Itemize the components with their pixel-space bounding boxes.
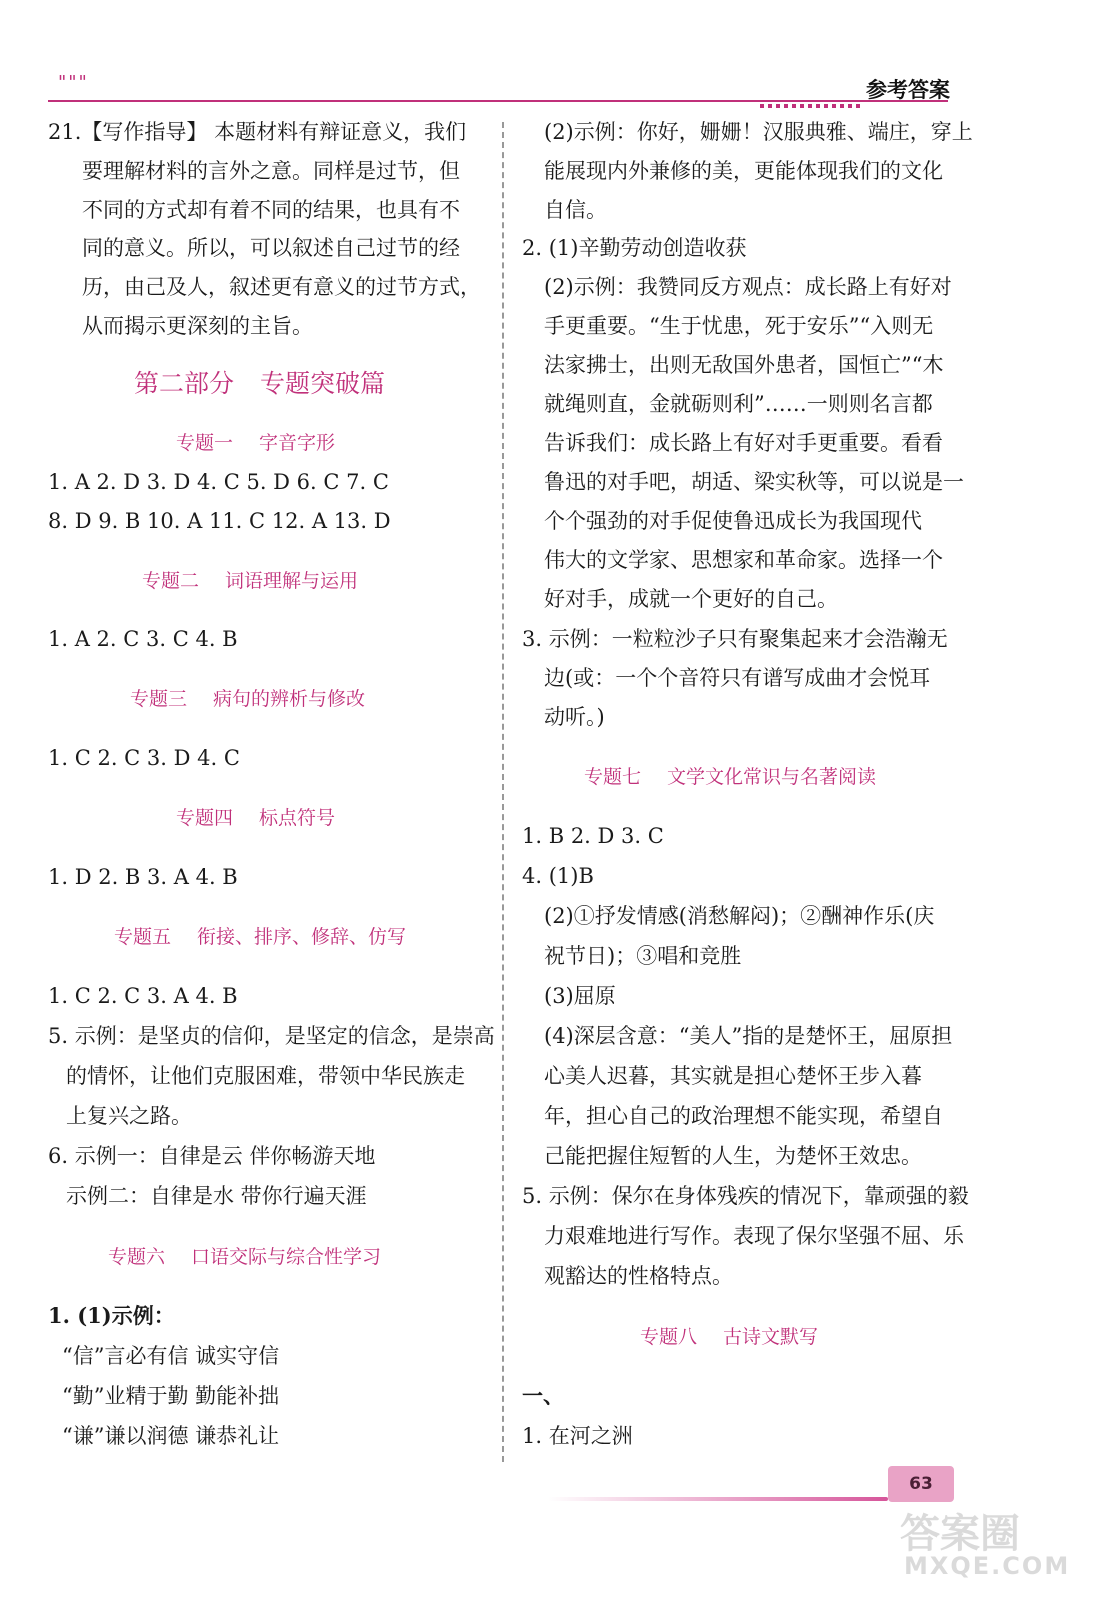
answer-line: 5. 示例：是坚贞的信仰，是坚定的信念，是崇高 [48, 1024, 495, 1048]
section-number: 专题五 [114, 926, 172, 948]
header-dots [760, 104, 860, 108]
footer-rule [548, 1497, 888, 1501]
answer-line: “勤”业精于勤 勤能补拙 [62, 1384, 280, 1408]
answer-line: 1. A 2. D 3. D 4. C 5. D 6. C 7. C [48, 470, 389, 494]
section-name: 口语交际与综合性学习 [191, 1246, 382, 1268]
answer-line: (2)示例：我赞同反方观点：成长路上有好对 [544, 275, 952, 299]
part-title-b: 专题突破篇 [260, 369, 386, 398]
section-name: 标点符号 [259, 807, 336, 829]
answer-line: 个个强劲的对手促使鲁迅成长为我国现代 [544, 509, 922, 533]
answer-line: 8. D 9. B 10. A 11. C 12. A 13. D [48, 509, 391, 533]
answer-line: 1. A 2. C 3. C 4. B [48, 627, 238, 651]
answer-line: 告诉我们：成长路上有好对手更重要。看看 [544, 431, 943, 455]
section-heading [176, 428, 335, 455]
answer-line: 1. (1)示例： [48, 1303, 175, 1328]
section-number: 专题二 [142, 570, 200, 592]
answer-line: 同的意义。所以，可以叙述自己过节的经 [82, 236, 460, 260]
section-name: 衔接、排序、修辞、仿写 [197, 926, 407, 948]
answer-line: 边(或：一个个音符只有谱写成曲才会悦耳 [544, 666, 931, 690]
answer-line: 伟大的文学家、思想家和革命家。选择一个 [544, 548, 943, 572]
answer-line: 历，由己及人，叙述更有意义的过节方式， [82, 275, 481, 299]
answer-line: 1. C 2. C 3. A 4. B [48, 984, 238, 1008]
watermark-logo: 答案圈 [900, 1511, 1020, 1557]
answer-line: 己能把握住短暂的人生，为楚怀王效忠。 [544, 1144, 922, 1168]
answer-line: “谦”谦以润德 谦恭礼让 [62, 1424, 280, 1448]
column-divider [502, 122, 504, 1462]
answer-line: 上复兴之路。 [66, 1104, 192, 1128]
answer-line: 2. (1)辛勤劳动创造收获 [522, 236, 747, 260]
section-name: 词语理解与运用 [225, 570, 359, 592]
answer-line: 不同的方式却有着不同的结果，也具有不 [82, 198, 460, 222]
answer-line: 1. D 2. B 3. A 4. B [48, 865, 238, 889]
section-heading [108, 1242, 381, 1269]
section-heading [640, 1322, 818, 1349]
section-number: 专题六 [108, 1246, 166, 1268]
answer-line: 动听。) [544, 705, 605, 729]
section-number: 专题三 [130, 688, 188, 710]
answer-line: 示例二：自律是水 带你行遍天涯 [66, 1184, 367, 1208]
section-heading [114, 922, 406, 949]
section-name: 文学文化常识与名著阅读 [667, 766, 877, 788]
answer-line: 鲁迅的对手吧，胡适、梁实秋等，可以说是一 [544, 470, 964, 494]
answer-line: 要理解材料的言外之意。同样是过节，但 [82, 159, 460, 183]
section-heading [142, 566, 358, 593]
answer-line: 就绳则直，金就砺则利”……一则则名言都 [544, 392, 933, 416]
header-mark: """ [58, 72, 89, 93]
answer-line: 21.【写作指导】 本题材料有辩证意义，我们 [48, 120, 467, 144]
answer-line: 祝节日)；③唱和竞胜 [544, 944, 742, 968]
answer-line: 自信。 [544, 198, 607, 222]
answer-line: (3)屈原 [544, 984, 616, 1008]
answer-line: 5. 示例：保尔在身体残疾的情况下，靠顽强的毅 [522, 1184, 969, 1208]
answer-line: 心美人迟暮，其实就是担心楚怀王步入暮 [544, 1064, 922, 1088]
part-title [134, 364, 385, 400]
section-name: 古诗文默写 [723, 1326, 819, 1348]
section-heading [130, 684, 365, 711]
answer-line: 6. 示例一：自律是云 伴你畅游天地 [48, 1144, 376, 1168]
answer-line: 4. (1)B [522, 864, 594, 888]
answer-line: 观豁达的性格特点。 [544, 1264, 733, 1288]
answer-line: 1. B 2. D 3. C [522, 824, 664, 848]
answer-line: 1. 在河之洲 [522, 1424, 633, 1448]
answer-line: (2)①抒发情感(消愁解闷)；②酬神作乐(庆 [544, 904, 935, 928]
section-name: 病句的辨析与修改 [213, 688, 366, 710]
header-rule [48, 100, 948, 102]
answer-line: 年，担心自己的政治理想不能实现，希望自 [544, 1104, 943, 1128]
section-number: 专题七 [584, 766, 642, 788]
answer-line: 从而揭示更深刻的主旨。 [82, 314, 313, 338]
answer-line: (4)深层含意：“美人”指的是楚怀王，屈原担 [544, 1024, 953, 1048]
answer-line: 1. C 2. C 3. D 4. C [48, 746, 240, 770]
answer-line: 力艰难地进行写作。表现了保尔坚强不屈、乐 [544, 1224, 964, 1248]
section-number: 专题八 [640, 1326, 698, 1348]
header-title: 参考答案 [866, 78, 950, 102]
section-heading [584, 762, 876, 789]
answer-line: 好对手，成就一个更好的自己。 [544, 587, 838, 611]
watermark-url: MXQE.COM [904, 1552, 1071, 1580]
answer-line: (2)示例：你好，姗姗！汉服典雅、端庄，穿上 [544, 120, 973, 144]
answer-line: 能展现内外兼修的美，更能体现我们的文化 [544, 159, 943, 183]
answer-line: 3. 示例：一粒粒沙子只有聚集起来才会浩瀚无 [522, 627, 948, 651]
section-heading [176, 803, 335, 830]
page-number: 63 [888, 1466, 954, 1502]
part-title-a: 第二部分 [134, 369, 235, 398]
answer-line: “信”言必有信 诚实守信 [62, 1344, 280, 1368]
section-name: 字音字形 [259, 432, 336, 454]
answer-line: 手更重要。“生于忧患，死于安乐”“入则无 [544, 314, 934, 338]
answer-line: 的情怀，让他们克服困难，带领中华民族走 [66, 1064, 465, 1088]
answer-line: 一、 [522, 1383, 564, 1408]
answer-line: 法家拂士，出则无敌国外患者，国恒亡”“木 [544, 353, 944, 377]
section-number: 专题四 [176, 807, 234, 829]
section-number: 专题一 [176, 432, 234, 454]
